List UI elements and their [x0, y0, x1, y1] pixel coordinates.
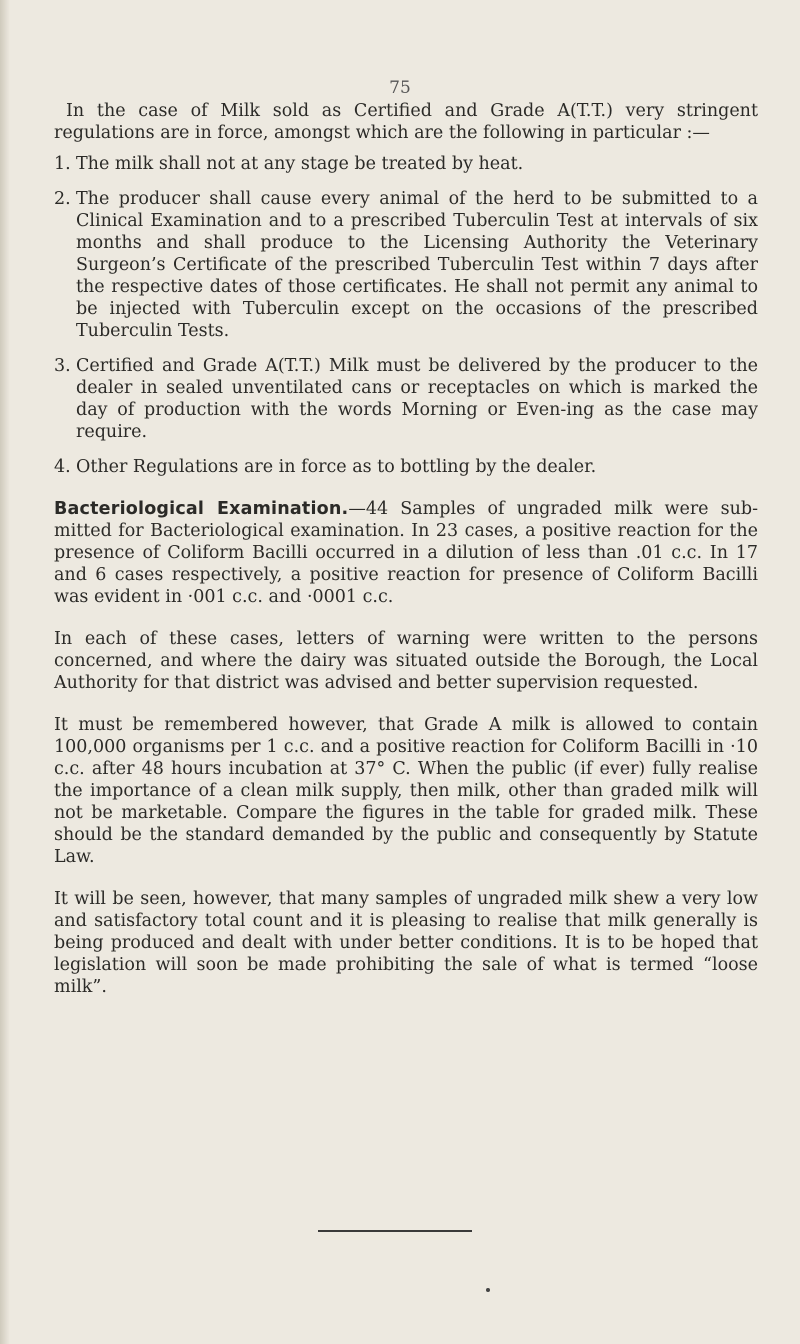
body-paragraph: It will be seen, however, that many samples of ungraded milk shew a very low and satisfactory total count and it is pleasing to realise that milk generally is being produced and dealt with under better conditions. It is to be hoped that legislation will soon be made prohibiting the sale of what is termed “loose milk”.	[54, 889, 758, 997]
regulation-number: 4.	[54, 457, 71, 477]
regulation-number: 1.	[54, 154, 71, 174]
regulation-text: The milk shall not at any stage be treated by heat.	[76, 154, 524, 174]
regulation-item	[54, 188, 758, 342]
regulation-item	[54, 355, 758, 443]
regulation-text: Certified and Grade A(T.T.) Milk must be delivered by the producer to the dealer in sealed unventilated cans or receptacles on which is marked the day of production with the words Morning or Even-ing as the case may require.	[76, 356, 758, 442]
body-paragraph: It must be remembered however, that Grade A milk is allowed to contain 100,000 organisms per 1 c.c. and a positive reaction for Coliform Bacilli in ·10 c.c. after 48 hours incubation at 37° C. When the public (if ever) fully realise the importance of a clean milk supply, then milk, other than graded milk will not be marketable. Compare the figures in the table for graded milk. These should be the standard demanded by the public and consequently by Statute Law.	[54, 715, 758, 867]
intro-paragraph: In the case of Milk sold as Certified and Grade A(T.T.) very stringent regulations are in force, amongst which are the following in particular :—	[54, 101, 758, 143]
page-edge-shadow	[0, 0, 10, 1344]
regulation-text: The producer shall cause every animal of the herd to be submitted to a Clinical Examination and to a prescribed Tuberculin Test at intervals of six months and shall produce to the Licensing Authority the Veterinary Surgeon’s Certificate of the prescribed Tuberculin Test within 7 days after the respective dates of those certificates. He shall not permit any animal to be injected with Tuberculin except on the occasions of the prescribed Tuberculin Tests.	[76, 189, 758, 341]
regulation-item	[54, 153, 758, 175]
regulation-number: 2.	[54, 189, 71, 209]
page-number: 75	[389, 78, 411, 98]
regulation-text: Other Regulations are in force as to bottling by the dealer.	[76, 457, 597, 477]
horizontal-rule	[318, 1230, 472, 1232]
body-paragraph: In each of these cases, letters of warning were written to the persons concerned, and where the dairy was situated outside the Borough, the Local Authority for that district was advised and better supervision requested.	[54, 629, 758, 693]
regulation-item	[54, 456, 758, 478]
section-heading: Bacteriological Examination.	[54, 499, 349, 519]
regulation-number: 3.	[54, 356, 71, 376]
bacteriological-text: —44 Samples of ungraded milk were sub-mitted for Bacteriological examination. In 23 cases, a positive reaction for the presence of Coliform Bacilli occurred in a dilution of less than .01 c.c. In 17 and 6 cases respectively, a positive reaction for presence of Coliform Bacilli was evident in ·001 c.c. and ·0001 c.c.	[54, 499, 758, 607]
ink-dot	[486, 1288, 490, 1292]
bacteriological-paragraph	[54, 498, 758, 608]
page-content	[54, 100, 758, 998]
